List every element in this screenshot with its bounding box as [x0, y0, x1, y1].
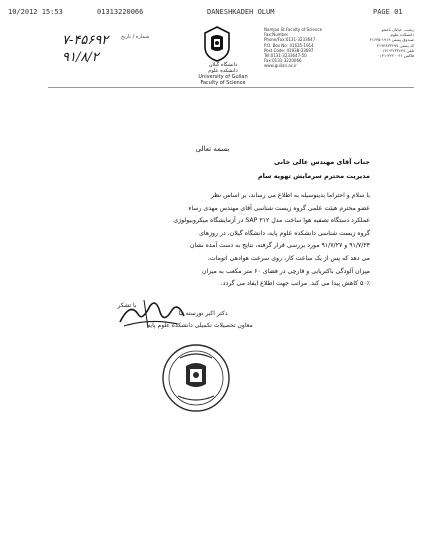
- faculty-name-fa: دانشکده علوم: [208, 68, 238, 74]
- letter-body: [55, 190, 370, 291]
- basmala-heading: بسمه تعالی: [195, 145, 230, 153]
- university-block: [196, 62, 250, 86]
- letter-reference: [62, 32, 108, 66]
- fax-date: 10/2012 15:53: [8, 8, 63, 16]
- addressee-title: مدیریت محترم سرمایش تهویه سام: [257, 172, 370, 180]
- contact-line: فاکس ۳۲۲۰۰۶۶-۰۱۳۱: [377, 53, 414, 59]
- contact-info-en: [264, 27, 322, 69]
- contact-line: کد پستی ۴۱۹۳۸۳۳۶۹۷: [376, 42, 414, 48]
- fax-sender-name: DANESHKADEH OLUM: [207, 8, 275, 16]
- contact-line: صندوق پستی ۱۹۱۴-۴۱۶۳۵: [369, 37, 414, 43]
- fax-page-number: PAGE 01: [373, 8, 403, 16]
- reference-date: ۹۱/۸/۲: [62, 50, 99, 65]
- contact-line: Namjoo St.Faculty of Science: [264, 27, 322, 32]
- body-line: عضو محترم هیئت علمی گروه زیست شناسی آقای مهندس مهدی رساء: [188, 204, 370, 212]
- contact-line: دانشکده علوم: [390, 32, 414, 38]
- university-name-fa: دانشگاه گیلان: [208, 62, 238, 68]
- body-line: گروه زیست شناسی دانشکده علوم پایه، دانشگاه گیلان، در روزهای: [199, 229, 370, 237]
- body-line: میزان آلودگی باکتریایی و قارچی در فضای ۶۰ متر مکعب به میزان: [201, 267, 370, 275]
- contact-line: Fax:Number: [264, 32, 289, 38]
- body-line: ۵۰٪ کاهش پیدا می کند. مراتب جهت اطلاع ایفاد می گردد.: [220, 280, 370, 288]
- reference-label: شماره / تاریخ: [121, 34, 150, 40]
- body-line: با سلام و احتراما بدینوسیله به اطلاع می رساند، بر اساس نظر: [210, 192, 370, 199]
- header-divider: [48, 87, 414, 88]
- official-seal-icon: [160, 342, 232, 414]
- faculty-name-en: Faculty of Science: [200, 80, 246, 86]
- contact-line: تلفن ۳۲۳۳۶۴۷-۰۱۳۱: [380, 47, 414, 53]
- addressee-name: جناب آقای مهندس عالی خانی: [274, 158, 370, 166]
- contact-line: P.O. Box No: 41635-1914: [264, 42, 314, 48]
- fax-number: 01313220066: [97, 8, 144, 16]
- contact-line: Fax:0131-3220066: [264, 58, 302, 64]
- contact-line: Phone/Fax:0131-3233647: [264, 37, 316, 43]
- body-line: ۹۱/۷/۲۳ و ۹۱/۷/۲۷ مورد بررسی قرار گرفته، نتایج به دست آمده نشان: [190, 242, 370, 250]
- contact-line: Tel:0131-3233647-50: [264, 53, 307, 59]
- contact-line: رشت، خیابان نامجو: [381, 27, 414, 32]
- closing-text: با تشکر: [117, 302, 137, 309]
- body-line: می دهد که پس از یک ساعت کار، روی سرعت هوادهی اتومات،: [207, 254, 370, 262]
- reference-number: ۷-۴۵۶۹۲: [62, 33, 109, 48]
- contact-line: Post Code: 41938-33697: [264, 47, 314, 53]
- signer-title: معاون تحصیلات تکمیلی دانشکده علوم پایه: [147, 322, 253, 329]
- signer-name: دکتر اکبر نورسته نیا: [178, 310, 228, 317]
- contact-info-fa: [338, 27, 414, 58]
- contact-line: www.guilan.ac.ir: [264, 63, 297, 69]
- university-name-en: University of Guilan: [198, 74, 248, 80]
- body-line: عملکرد دستگاه تصفیه هوا ساخت مدل ۲۱۲ SAP در آزمایشگاه میکروبیولوژی: [173, 217, 370, 225]
